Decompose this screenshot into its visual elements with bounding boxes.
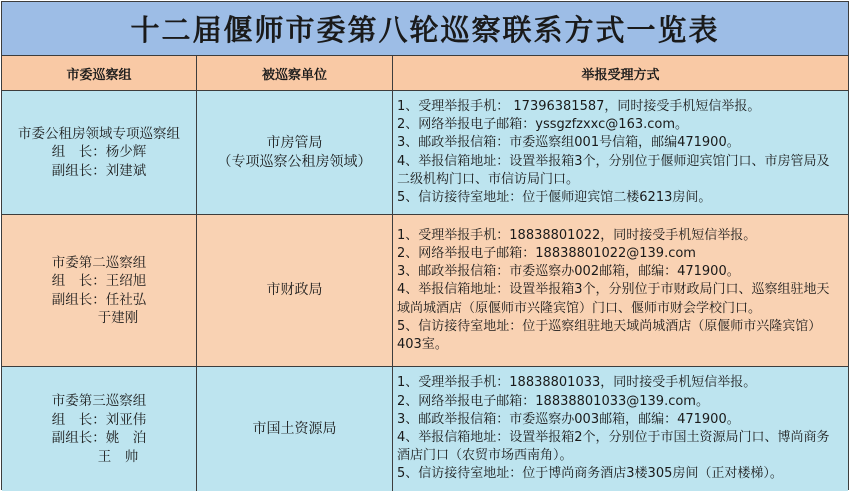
team-cell [2, 215, 197, 366]
method-cell [393, 367, 848, 491]
header-unit: 被巡察单位 [197, 56, 393, 90]
method-mailbox: 3、邮政举报信箱：市委巡察办002邮箱，邮编：471900。 [397, 264, 740, 280]
method-box-address: 4、举报信箱地址：设置举报箱3个，分别位于市财政局门口、巡察组驻地天域尚城酒店（原偃师市兴隆宾馆）门口、偃师市财会学校门口。 [397, 282, 830, 316]
unit-cell [197, 91, 393, 214]
team-name: 市委公租房领域专项巡察组 [18, 125, 180, 142]
unit-name: 市房管局 [266, 134, 323, 151]
team-leader: 组 长：刘亚伟 [51, 411, 147, 428]
method-phone: 1、受理举报手机： 17396381587，同时接受手机短信举报。 [397, 98, 761, 114]
team-deputy: 副组长：姚 泊 [51, 430, 147, 446]
header-method: 举报受理方式 [581, 67, 660, 83]
method-mailbox: 3、邮政举报信箱：市委巡察办003邮箱，邮编：471900。 [397, 411, 740, 427]
method-reception: 5、信访接待室地址：位于博尚商务酒店3楼305房间（正对楼梯）。 [397, 466, 783, 482]
contact-table [1, 1, 849, 490]
method-mailbox: 3、邮政举报信箱：市委巡察组001号信箱，邮编471900。 [397, 135, 740, 151]
table-title: 十二届偃师市委第八轮巡察联系方式一览表 [2, 2, 848, 56]
method-email: 2、网络举报电子邮箱：18838801022@139.com [397, 245, 696, 261]
table-row [2, 215, 848, 367]
header-row [2, 56, 848, 91]
method-box-address: 4、举报信箱地址：设置举报箱3个，分别位于偃师迎宾馆门口、市房管局及二级机构门口、市信访局门口。 [397, 153, 830, 187]
unit-name: 市国土资源局 [252, 420, 337, 437]
team-name: 市委第二巡察组 [51, 254, 147, 271]
method-phone: 1、受理举报手机：18838801033，同时接受手机短信举报。 [397, 375, 757, 391]
header-team: 市委巡察组 [2, 56, 197, 90]
team-cell [2, 91, 197, 214]
unit-cell [197, 215, 393, 366]
unit-name: 市财政局 [266, 282, 323, 298]
team-deputy-2: 于建刚 [97, 310, 139, 326]
team-cell [2, 367, 197, 491]
method-reception: 5、信访接待室地址：位于巡察组驻地天域尚城酒店（原偃师市兴隆宾馆）403室。 [397, 318, 822, 352]
method-phone: 1、受理举报手机：18838801022，同时接受手机短信举报。 [397, 227, 757, 243]
team-name: 市委第三巡察组 [51, 393, 147, 409]
table-row [2, 367, 848, 491]
team-deputy: 副组长：刘建斌 [51, 162, 147, 179]
method-reception: 5、信访接待室地址：位于偃师迎宾馆二楼6213房间。 [397, 189, 712, 205]
team-leader: 组 长：杨少辉 [51, 144, 147, 161]
method-box-address: 4、举报信箱地址：设置举报箱2个，分别位于市国土资源局门口、博尚商务酒店门口（农贸市场西南角）。 [397, 430, 830, 464]
method-cell [393, 91, 848, 214]
unit-note: （专项巡察公租房领域） [217, 153, 372, 170]
unit-cell [197, 367, 393, 491]
team-leader: 组 长：王绍旭 [51, 273, 147, 289]
team-deputy-2: 王 帅 [97, 448, 139, 465]
method-cell [393, 215, 848, 366]
team-deputy: 副组长：任社弘 [51, 291, 147, 308]
method-email: 2、网络举报电子邮箱：18838801033@139.com。 [397, 393, 709, 409]
method-email: 2、网络举报电子邮箱：yssgzfzxxc@163.com。 [397, 117, 689, 133]
table-row [2, 91, 848, 215]
